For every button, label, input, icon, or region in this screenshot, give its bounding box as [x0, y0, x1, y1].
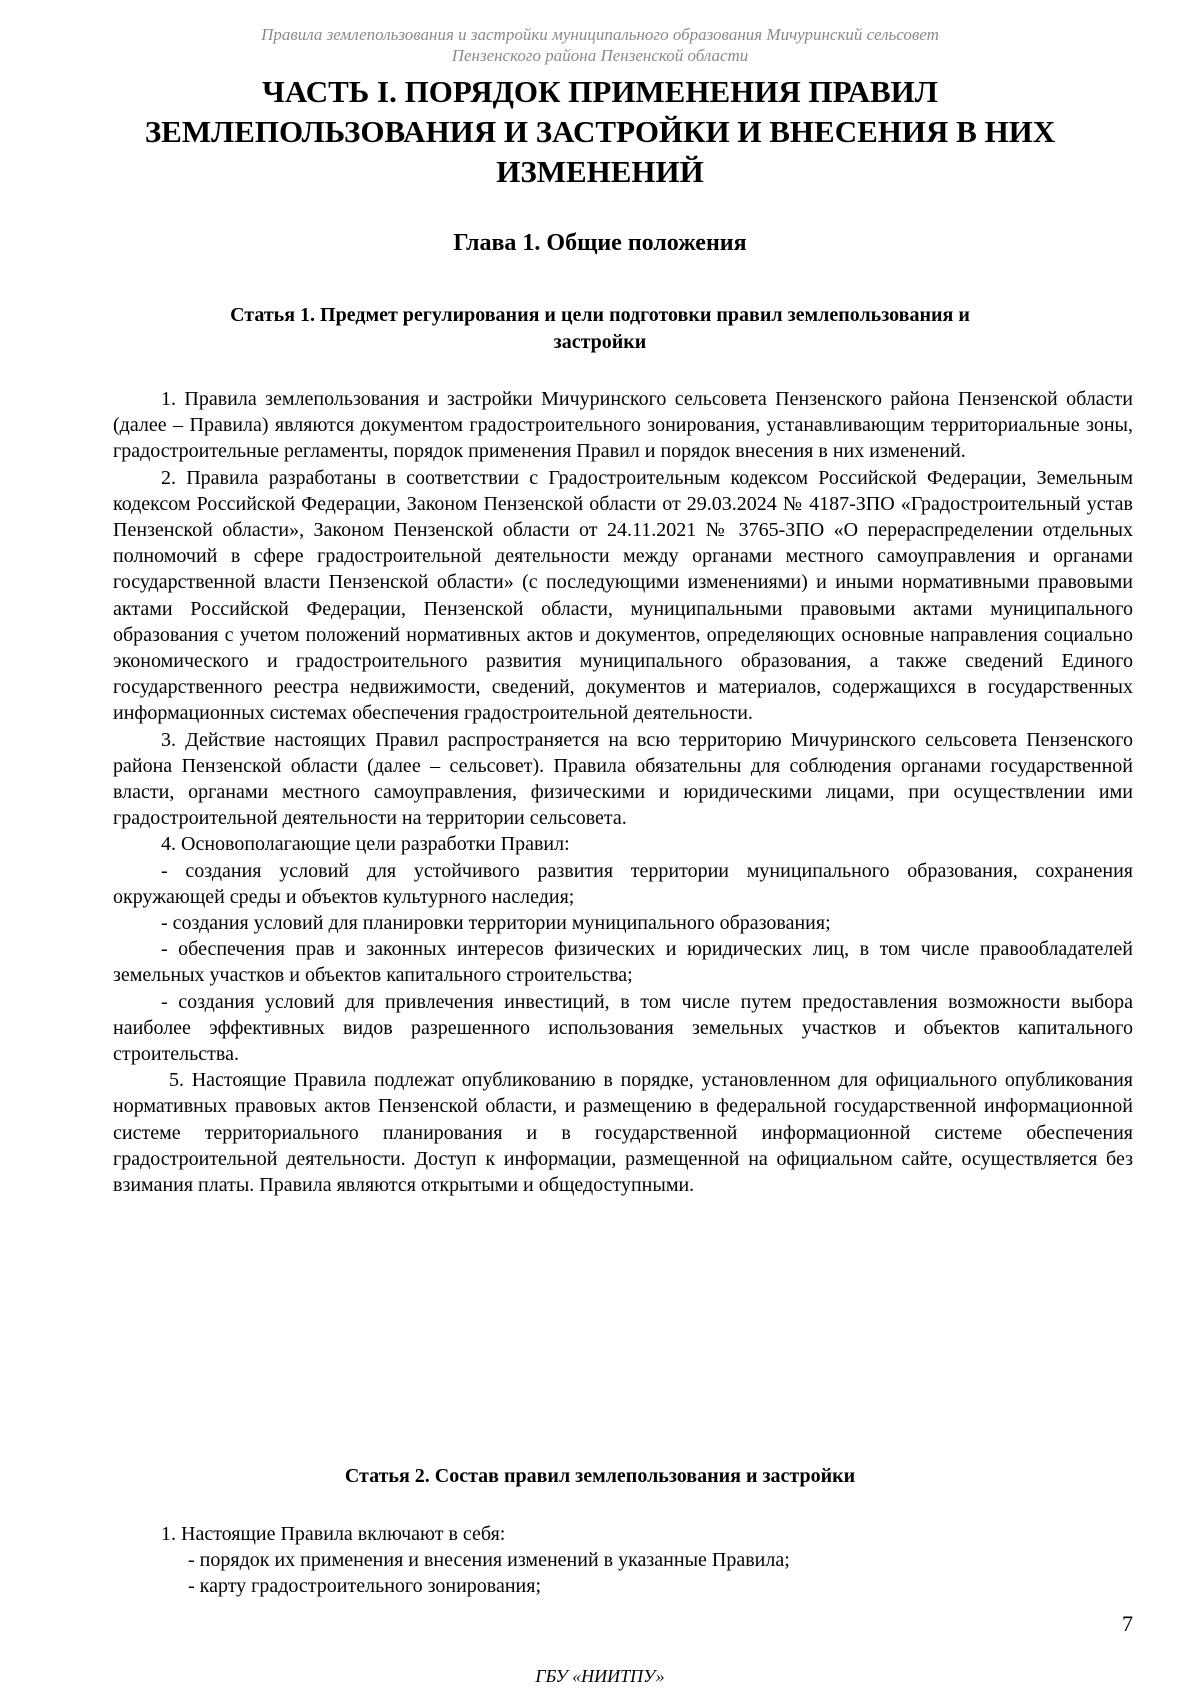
article-2-body [113, 1521, 1133, 1600]
running-header [150, 24, 1050, 66]
part-title-line: ИЗМЕНЕНИЙ [496, 154, 704, 189]
chapter-title: Глава 1. Общие положения [453, 230, 747, 256]
list-item: - порядок их применения и внесения изменений в указанные Правила; [188, 1549, 790, 1572]
article-1-paragraph-1: 1. Правила землепользования и застройки Мичуринского сельсовета Пензенского района Пензенской области (далее – Правила) являются документом градостроительного зонирования, устанавливающим территориальные зоны, градостроительные регламенты, порядок применения Правил и порядок внесения в них изменений. [113, 388, 1133, 463]
running-header-line: Правила землепользования и застройки муниципального образования Мичуринский сельсовет [261, 25, 939, 44]
article-1-title [150, 302, 1050, 356]
running-footer: ГБУ «НИИТПУ» [535, 1666, 665, 1686]
article-2-paragraph-1: 1. Настоящие Правила включают в себя: [161, 1523, 506, 1545]
article-1-paragraph-4: 4. Основополагающие цели разработки Правил: [161, 833, 570, 856]
article-title-line: застройки [553, 331, 647, 353]
article-1-body [113, 386, 1133, 1198]
article-1-paragraph-5: 5. Настоящие Правила подлежат опубликованию в порядке, установленном для официального опубликования нормативных правовых актов Пензенской области, и размещению в федеральной государственной информационной системе территориального планирования и в государственной информационной системе обеспечения градостроительной деятельности. Доступ к информации, размещенной на официальном сайте, осуществляется без взимания платы. Правила являются открытыми и общедоступными. [113, 1069, 1133, 1197]
article-1-paragraph-3: 3. Действие настоящих Правил распространяется на всю территорию Мичуринского сельсовета Пензенского района Пензенской области (далее – сельсовет). Правила обязательны для соблюдения органами государственной власти, органами местного самоуправления, физическими и юридическими лицами, при осуществлении ими градостроительной деятельности на территории сельсовета. [113, 728, 1133, 830]
running-header-line: Пензенского района Пензенской области [451, 46, 749, 65]
list-item: - создания условий для устойчивого развития территории муниципального образования, сохранения окружающей среды и объектов культурного наследия; [113, 859, 1133, 908]
list-item: - создания условий для привлечения инвестиций, в том числе путем предоставления возможности выбора наиболее эффективных видов разрешенного использования земельных участков и объектов капитального строительства. [113, 990, 1133, 1066]
list-item: - создания условий для планировки территории муниципального образования; [161, 912, 831, 935]
article-1-paragraph-2: 2. Правила разработаны в соответствии с Градостроительным кодексом Российской Федерации, Земельным кодексом Российской Федерации, Законом Пензенской области от 29.03.2024 № 4187-ЗПО «Градостроительный устав Пензенской области», Законом Пензенской области от 24.11.2021 № 3765-ЗПО «О перераспределении отдельных полномочий в сфере градостроительной деятельности между органами местного самоуправления и органами государственной власти Пензенской области» (с последующими изменениями) и иными нормативными правовыми актами Российской Федерации, Пензенской области, муниципальными правовыми актами муниципального образования с учетом положений нормативных актов и документов, определяющих основные направления социально экономического и градостроительного развития муниципального образования, а также сведений Единого государственного реестра недвижимости, сведений, документов и материалов, содержащихся в государственных информационных системах обеспечения градостроительной деятельности. [113, 466, 1133, 725]
list-item: - карту градостроительного зонирования; [188, 1575, 542, 1598]
article-title-line: Статья 1. Предмет регулирования и цели подготовки правил землепользования и [230, 304, 970, 326]
part-title [130, 72, 1070, 192]
list-item: - обеспечения прав и законных интересов физических и юридических лиц, в том числе правообладателей земельных участков и объектов капитального строительства; [113, 938, 1133, 987]
article-2-title: Статья 2. Состав правил землепользования и застройки [344, 1465, 856, 1487]
part-title-line: ЧАСТЬ I. ПОРЯДОК ПРИМЕНЕНИЯ ПРАВИЛ [262, 74, 938, 109]
part-title-line: ЗЕМЛЕПОЛЬЗОВАНИЯ И ЗАСТРОЙКИ И ВНЕСЕНИЯ В НИХ [144, 114, 1056, 149]
page-number: 7 [1122, 1611, 1133, 1636]
